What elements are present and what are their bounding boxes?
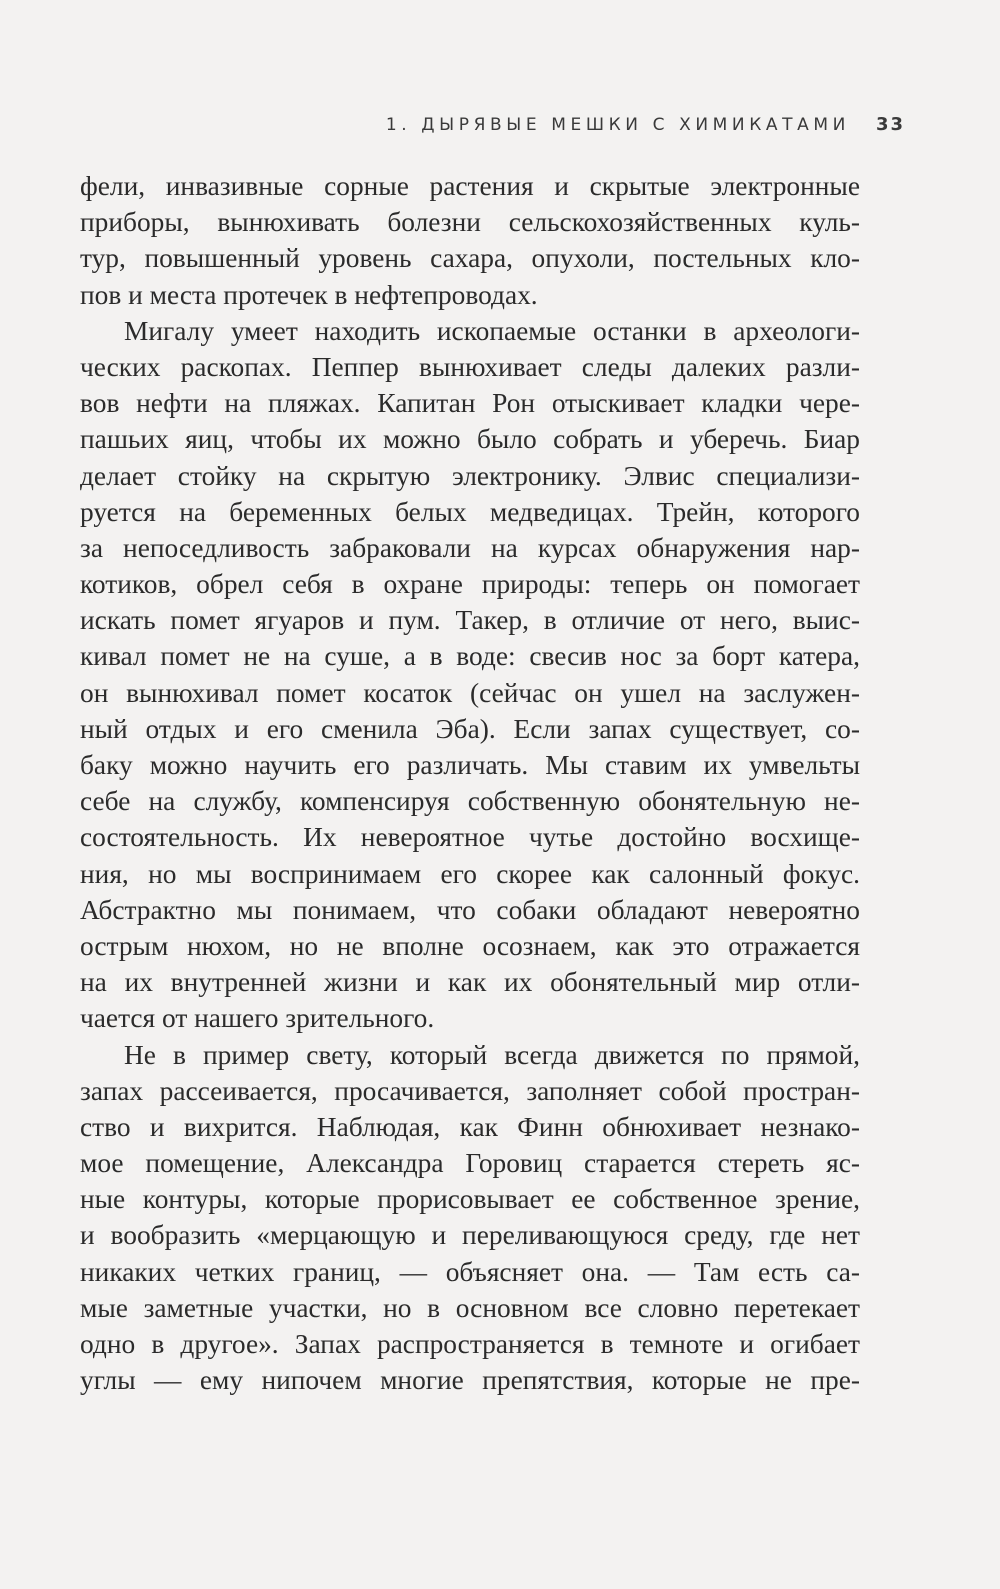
text-line: одно в другое». Запах распространяется в темноте и огибает xyxy=(80,1329,860,1359)
text-line: мое помещение, Александра Горовиц старается стереть яс- xyxy=(80,1148,860,1179)
text-line: ный отдых и его сменила Эба). Если запах существует, со- xyxy=(80,713,860,744)
text-line: на их внутренней жизни и как их обонятельный мир отли- xyxy=(80,967,860,998)
text-line: запах рассеивается, просачивается, заполняет собой простран- xyxy=(80,1075,860,1106)
text-line: ния, но мы воспринимаем его скорее как салонный фокус. xyxy=(80,858,860,889)
text-line: Мигалу умеет находить ископаемые останки в археологи- xyxy=(124,315,860,346)
text-line: руется на беременных белых медведицах. Трейн, которого xyxy=(80,496,860,527)
paragraph xyxy=(80,1037,860,1399)
running-head xyxy=(80,114,905,135)
text-line: пашьих яиц, чтобы их можно было собрать и уберечь. Биар xyxy=(80,424,860,455)
text-line: приборы, вынюхивать болезни сельскохозяйственных куль- xyxy=(80,207,860,238)
text-line: искать помет ягуаров и пум. Такер, в отличие от него, выис- xyxy=(80,605,860,636)
paragraph xyxy=(80,168,860,313)
text-line: вов нефти на пляжах. Капитан Рон отыскивает кладки чере- xyxy=(80,388,860,419)
paragraph xyxy=(80,313,860,1037)
text-line: ные контуры, которые прорисовывает ее собственное зрение, xyxy=(80,1184,860,1215)
text-line: баку можно научить его различать. Мы ставим их умвельты xyxy=(80,750,860,780)
text-line: ческих раскопах. Пеппер вынюхивает следы далеких разли- xyxy=(80,351,860,382)
text-line: чается от нашего зрительного. xyxy=(80,1003,435,1034)
text-line: острым нюхом, но не вполне осознаем, как это отражается xyxy=(80,930,860,961)
page-number: 33 xyxy=(875,114,905,135)
text-line: кивал помет не на суше, а в воде: свесив нос за борт катера, xyxy=(80,641,860,672)
text-line: котиков, обрел себя в охране природы: теперь он помогает xyxy=(80,569,860,600)
text-line: фели, инвазивные сорные растения и скрытые электронные xyxy=(80,171,860,201)
text-line: углы — ему нипочем многие препятствия, которые не пре- xyxy=(80,1365,860,1396)
text-line: никаких четких границ, — объясняет она. — Там есть са- xyxy=(80,1256,860,1287)
text-line: он вынюхивал помет косаток (сейчас он ушел на заслужен- xyxy=(80,677,860,708)
text-line: ство и вихрится. Наблюдая, как Финн обнюхивает незнако- xyxy=(80,1111,860,1142)
chapter-title: 1. ДЫРЯВЫЕ МЕШКИ С ХИМИКАТАМИ xyxy=(385,115,850,135)
text-line: Абстрактно мы понимаем, что собаки обладают невероятно xyxy=(80,894,860,925)
text-line: Не в пример свету, который всегда движется по прямой, xyxy=(124,1039,860,1070)
text-line: пов и места протечек в нефтепроводах. xyxy=(80,279,538,310)
text-line: за непоседливость забраковали на курсах обнаружения нар- xyxy=(80,532,860,563)
text-line: и вообразить «мерцающую и переливающуюся среду, где нет xyxy=(80,1220,860,1251)
text-line: делает стойку на скрытую электронику. Элвис специализи- xyxy=(80,460,860,491)
body-text xyxy=(80,168,860,1398)
text-line: мые заметные участки, но в основном все словно перетекает xyxy=(80,1292,860,1323)
text-line: тур, повышенный уровень сахара, опухоли, постельных кло- xyxy=(80,243,860,274)
text-line: себе на службу, компенсируя собственную обонятельную не- xyxy=(80,786,860,817)
text-line: состоятельность. Их невероятное чутье достойно восхище- xyxy=(80,822,860,853)
